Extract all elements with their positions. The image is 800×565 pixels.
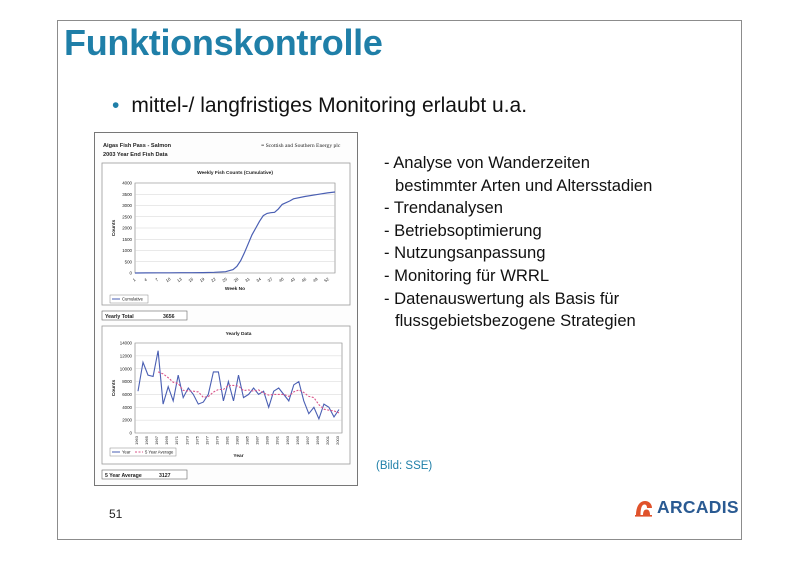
five-year-average-label: 5 Year Average xyxy=(105,473,142,479)
yearly-x-tick-label: 1977 xyxy=(204,436,210,445)
list-item: - Betriebsoptimierung xyxy=(384,220,542,240)
yearly-legend-label-average: 5 Year Average xyxy=(145,449,174,455)
weekly-x-tick-label: 1 xyxy=(131,277,137,283)
weekly-x-tick-label: 37 xyxy=(266,276,274,284)
figure-header-line2: 2003 Year End Fish Data xyxy=(103,152,168,158)
slide-title: Funktionskontrolle xyxy=(64,22,383,63)
arcadis-logo-text: ARCADIS xyxy=(657,497,739,517)
bullet-point xyxy=(112,94,527,118)
weekly-y-tick-label: 4000 xyxy=(122,180,132,186)
yearly-y-tick-label: 0 xyxy=(129,430,132,436)
yearly-total-label: Yearly Total xyxy=(105,314,134,320)
list-item: bestimmter Arten und Altersstadien xyxy=(395,175,653,195)
yearly-legend-label-year: Year xyxy=(122,449,131,455)
weekly-y-tick-label: 500 xyxy=(124,259,132,265)
feature-list xyxy=(384,152,652,333)
list-item: - Monitoring für WRRL xyxy=(384,265,550,285)
weekly-chart-title: Weekly Fish Counts (Cumulative) xyxy=(197,171,273,176)
yearly-x-tick-label: 1987 xyxy=(254,436,260,445)
weekly-y-tick-label: 3000 xyxy=(122,203,132,209)
company-name-text: Scottish and Southern Energy plc xyxy=(265,143,341,149)
list-item: - Analyse von Wanderzeiten xyxy=(384,153,590,172)
yearly-x-tick-label: 1965 xyxy=(144,436,150,445)
yearly-chart-title: Yearly Data xyxy=(225,332,252,337)
yearly-x-tick-label: 1979 xyxy=(214,436,220,445)
page-number: 51 xyxy=(109,507,123,521)
five-year-average-value: 3127 xyxy=(159,473,171,479)
arcadis-logo-icon xyxy=(634,499,654,517)
yearly-y-axis-label: Counts xyxy=(112,379,117,397)
weekly-x-tick-label: 49 xyxy=(311,276,319,284)
yearly-x-tick-label: 1975 xyxy=(194,436,200,445)
weekly-x-tick-label: 25 xyxy=(221,276,229,284)
weekly-y-tick-label: 1000 xyxy=(122,248,132,254)
yearly-plot-area xyxy=(135,343,342,433)
arcadis-logo xyxy=(634,497,739,518)
list-item: - Nutzungsanpassung xyxy=(384,243,546,263)
weekly-y-tick-label: 3500 xyxy=(122,191,132,197)
yearly-y-tick-label: 12000 xyxy=(119,353,132,359)
yearly-y-tick-label: 2000 xyxy=(122,417,132,423)
fish-data-figure xyxy=(94,132,358,486)
yearly-y-tick-label: 8000 xyxy=(122,379,132,385)
yearly-x-tick-label: 1971 xyxy=(174,436,180,445)
figure-header-line1: Aigas Fish Pass - Salmon xyxy=(103,143,172,149)
yearly-x-tick-label: 1997 xyxy=(304,436,310,445)
weekly-x-tick-label: 13 xyxy=(176,276,183,284)
weekly-x-tick-label: 4 xyxy=(143,277,148,283)
weekly-legend-label: Cumulative xyxy=(122,296,143,302)
weekly-y-tick-label: 1500 xyxy=(122,236,132,242)
image-caption: (Bild: SSE) xyxy=(376,460,433,472)
yearly-x-tick-label: 1999 xyxy=(314,436,320,445)
weekly-y-axis-label: Counts xyxy=(112,219,117,237)
yearly-x-tick-label: 1963 xyxy=(134,436,139,445)
company-name: ≡ Scottish and Southern Energy plc xyxy=(261,143,341,149)
weekly-x-tick-label: 31 xyxy=(243,276,251,284)
yearly-x-tick-label: 1967 xyxy=(154,436,160,445)
yearly-x-tick-label: 2003 xyxy=(335,436,340,445)
weekly-x-tick-label: 43 xyxy=(289,276,296,284)
weekly-x-tick-label: 7 xyxy=(154,277,160,283)
weekly-x-tick-label: 28 xyxy=(232,276,240,284)
yearly-y-tick-label: 14000 xyxy=(119,340,132,346)
yearly-x-tick-label: 1995 xyxy=(294,436,300,445)
weekly-x-tick-label: 22 xyxy=(210,276,217,284)
yearly-x-tick-label: 1991 xyxy=(274,436,280,445)
weekly-x-tick-label: 40 xyxy=(277,276,285,284)
list-item: - Datenauswertung als Basis für xyxy=(384,288,620,308)
yearly-y-tick-label: 4000 xyxy=(122,404,132,410)
weekly-y-tick-label: 2500 xyxy=(122,214,132,220)
bullet-text: mittel-/ langfristiges Monitoring erlaubt u.a. xyxy=(131,94,528,117)
yearly-x-tick-label: 1969 xyxy=(164,436,170,445)
yearly-x-tick-label: 1989 xyxy=(264,436,270,445)
weekly-x-axis-label: Week No xyxy=(224,287,246,292)
yearly-x-tick-label: 1973 xyxy=(184,436,190,445)
weekly-x-tick-label: 19 xyxy=(198,276,206,284)
yearly-x-tick-label: 1981 xyxy=(224,436,230,445)
weekly-y-tick-label: 0 xyxy=(129,270,132,276)
list-item: flussgebietsbezogene Strategien xyxy=(395,311,636,331)
yearly-x-tick-label: 2001 xyxy=(324,436,330,445)
yearly-total-value: 3656 xyxy=(163,314,175,320)
weekly-x-tick-label: 16 xyxy=(187,276,195,284)
yearly-y-tick-label: 6000 xyxy=(122,392,132,398)
yearly-y-tick-label: 10000 xyxy=(119,366,132,372)
fish-data-figure-svg xyxy=(95,133,357,485)
yearly-x-tick-label: 1993 xyxy=(284,436,290,445)
yearly-data-chart xyxy=(110,331,342,459)
list-item: - Trendanalysen xyxy=(384,198,503,218)
weekly-y-tick-label: 2000 xyxy=(122,225,132,231)
weekly-x-tick-label: 46 xyxy=(300,276,308,284)
yearly-x-tick-label: 1985 xyxy=(244,436,250,445)
weekly-x-tick-label: 10 xyxy=(164,276,172,284)
weekly-x-tick-label: 52 xyxy=(323,276,330,284)
yearly-x-axis-label: Year xyxy=(233,454,244,459)
yearly-x-tick-label: 1983 xyxy=(234,436,240,445)
weekly-x-tick-label: 34 xyxy=(255,276,263,284)
bullet-dot-icon: • xyxy=(112,94,120,117)
